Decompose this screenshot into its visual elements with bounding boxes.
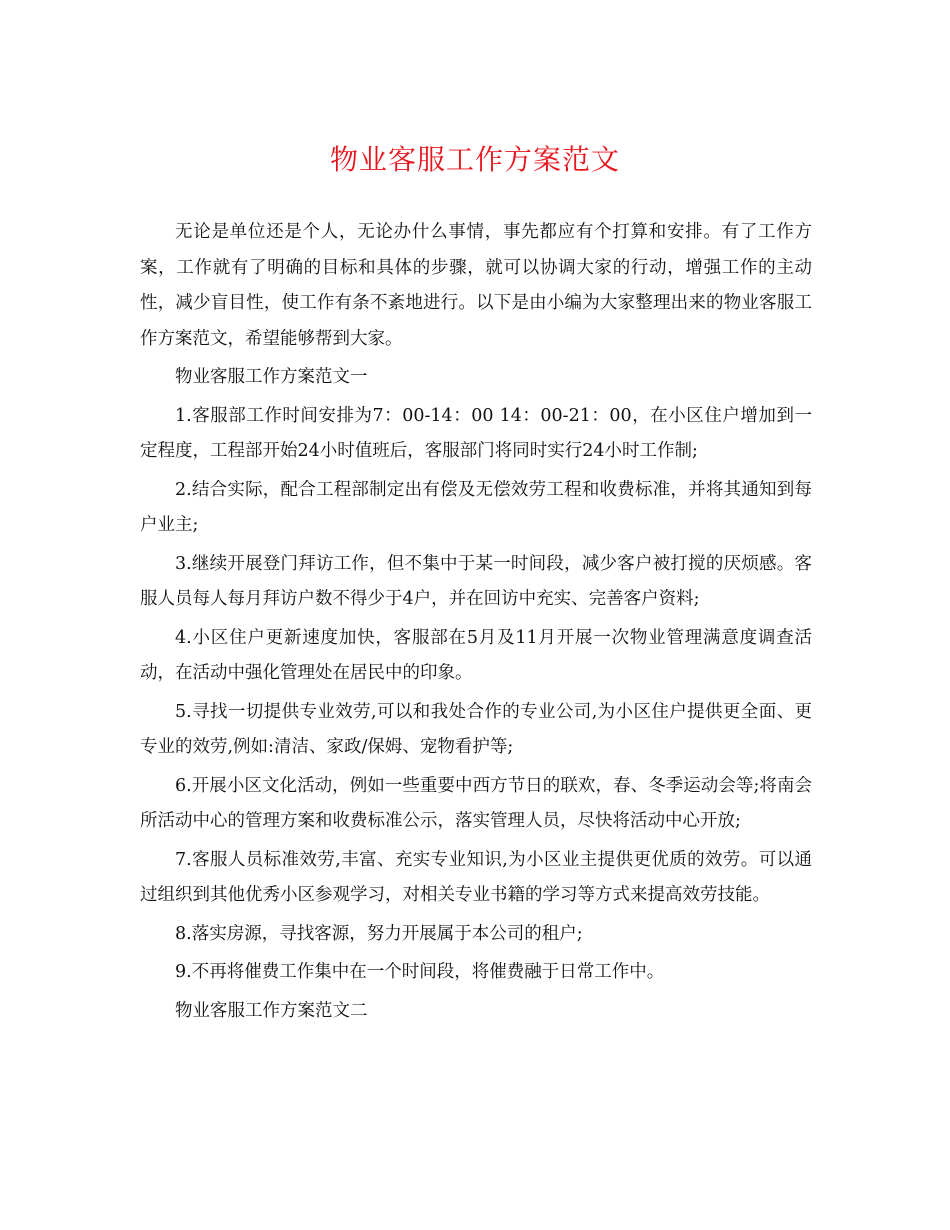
document-body [140,215,812,1032]
list-item-9: 9.不再将催费工作集中在一个时间段，将催费融于日常工作中。 [175,962,665,982]
list-item-8: 8.落实房源，寻找客源，努力开展属于本公司的租户; [175,923,583,944]
list-item-7: 7.客服人员标准效劳,丰富、充实专业知识,为小区业主提供更优质的效劳。可以通过组织到其他优秀小区参观学习，对相关专业书籍的学习等方式来提高效劳技能。 [140,849,812,905]
document-title: 物业客服工作方案范文 [329,143,620,176]
section-heading-1: 物业客服工作方案范文一 [175,367,368,387]
list-item-4: 4.小区住户更新速度加快，客服部在5月及11月开展一次物业管理满意度调查活动，在活动中强化管理处在居民中的印象。 [140,627,812,683]
section-heading-2: 物业客服工作方案范文二 [175,1000,368,1021]
intro-paragraph: 无论是单位还是个人，无论办什么事情，事先都应有个打算和安排。有了工作方案，工作就有了明确的目标和具体的步骤，就可以协调大家的行动，增强工作的主动性，减少盲目性，使工作有条不紊地进行。以下是由小编为大家整理出来的物业客服工作方案范文，希望能够帮到大家。 [140,222,812,349]
list-item-2: 2.结合实际，配合工程部制定出有偿及无偿效劳工程和收费标准，并将其通知到每户业主; [140,479,812,535]
list-item-3: 3.继续开展登门拜访工作，但不集中于某一时间段，减少客户被打搅的厌烦感。客服人员每人每月拜访户数不得少于4户，并在回访中充实、完善客户资料; [140,553,812,609]
list-item-6: 6.开展小区文化活动，例如一些重要中西方节日的联欢，春、冬季运动会等;将南会所活动中心的管理方案和收费标准公示，落实管理人员，尽快将活动中心开放; [140,775,812,831]
list-item-5: 5.寻找一切提供专业效劳,可以和我处合作的专业公司,为小区住户提供更全面、更专业的效劳,例如:清洁、家政/保姆、宠物看护等; [140,701,812,757]
list-item-1: 1.客服部工作时间安排为7：00-14：00 14：00-21：00，在小区住户增加到一定程度，工程部开始24小时值班后，客服部门将同时实行24小时工作制; [140,405,812,461]
